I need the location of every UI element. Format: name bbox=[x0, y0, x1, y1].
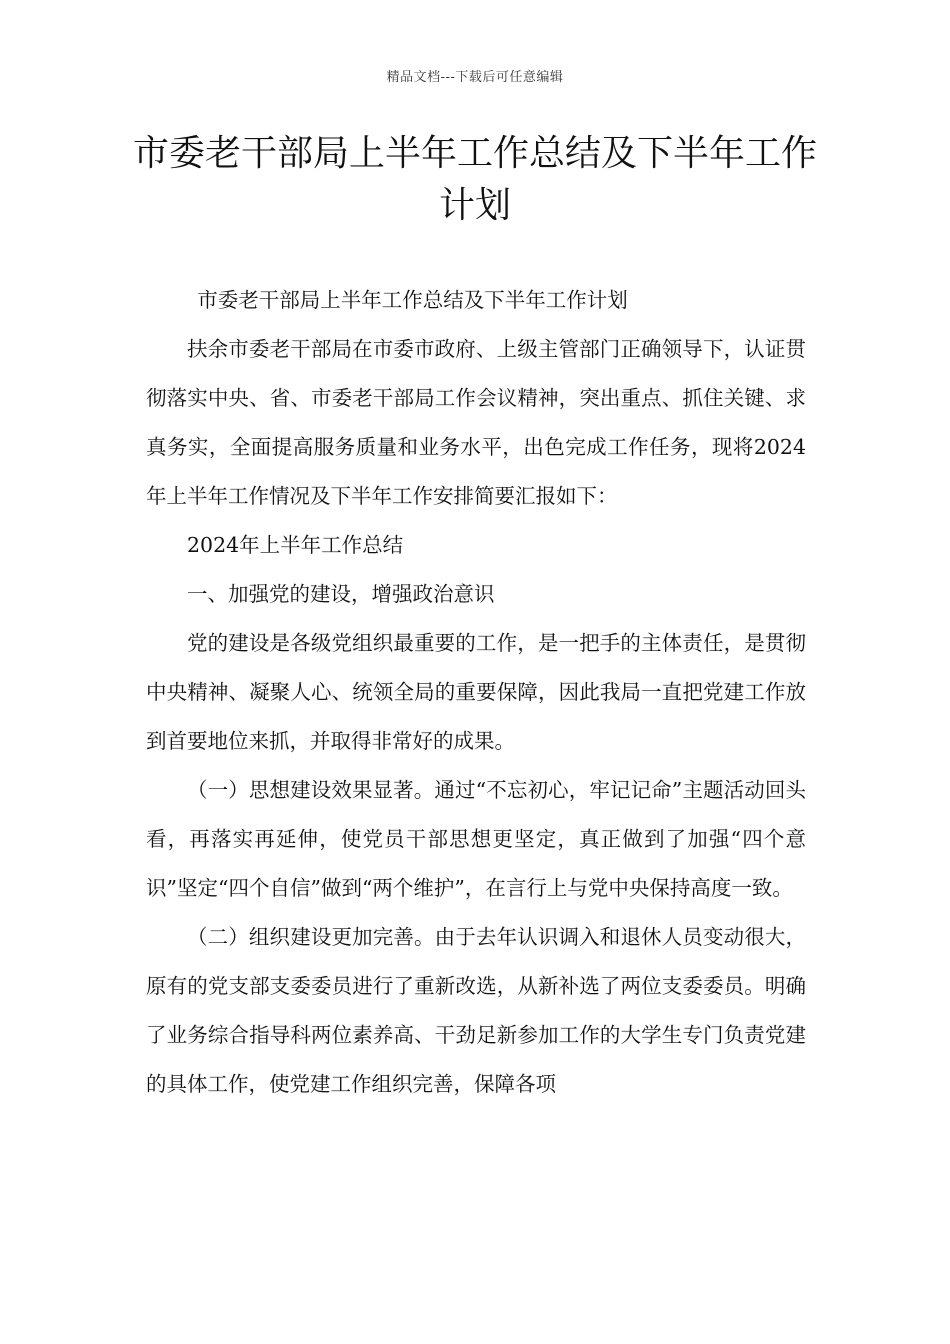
subsection-heading: 一、加强党的建设，增强政治意识 bbox=[187, 582, 495, 606]
body-paragraph: 党的建设是各级党组织最重要的工作，是一把手的主体责任，是贯彻中央精神、凝聚人心、统领全局的重要保障，因此我局一直把党建工作放到首要地位来抓，并取得非常好的成果。 bbox=[146, 631, 806, 753]
body-paragraph: （二）组织建设更加完善。由于去年认识调入和退休人员变动很大，原有的党支部支委委员进行了重新改选，从新补选了两位支委委员。明确了业务综合指导科两位素养高、干劲足新参加工作的大学生专门负责党建的具体工作，使党建工作组织完善，保障各项 bbox=[146, 925, 806, 1096]
header-note: 精品文档---下载后可任意编辑 bbox=[386, 70, 564, 85]
subtitle-paragraph: 市委老干部局上半年工作总结及下半年工作计划 bbox=[197, 288, 628, 312]
document-body bbox=[146, 276, 806, 1109]
document-title: 市委老干部局上半年工作总结及下半年工作计划 bbox=[132, 133, 817, 226]
section-heading: 2024年上半年工作总结 bbox=[187, 533, 404, 557]
body-paragraph: （一）思想建设效果显著。通过“不忘初心，牢记记命”主题活动回头看，再落实再延伸，使党员干部思想更坚定，真正做到了加强“四个意识”坚定“四个自信”做到“两个维护”，在言行上与党中央保持高度一致。 bbox=[146, 778, 806, 900]
intro-paragraph: 扶余市委老干部局在市委市政府、上级主管部门正确领导下，认证贯彻落实中央、省、市委老干部局工作会议精神，突出重点、抓住关键、求真务实，全面提高服务质量和业务水平，出色完成工作任务，现将2024年上半年工作情况及下半年工作安排简要汇报如下： bbox=[146, 337, 806, 508]
